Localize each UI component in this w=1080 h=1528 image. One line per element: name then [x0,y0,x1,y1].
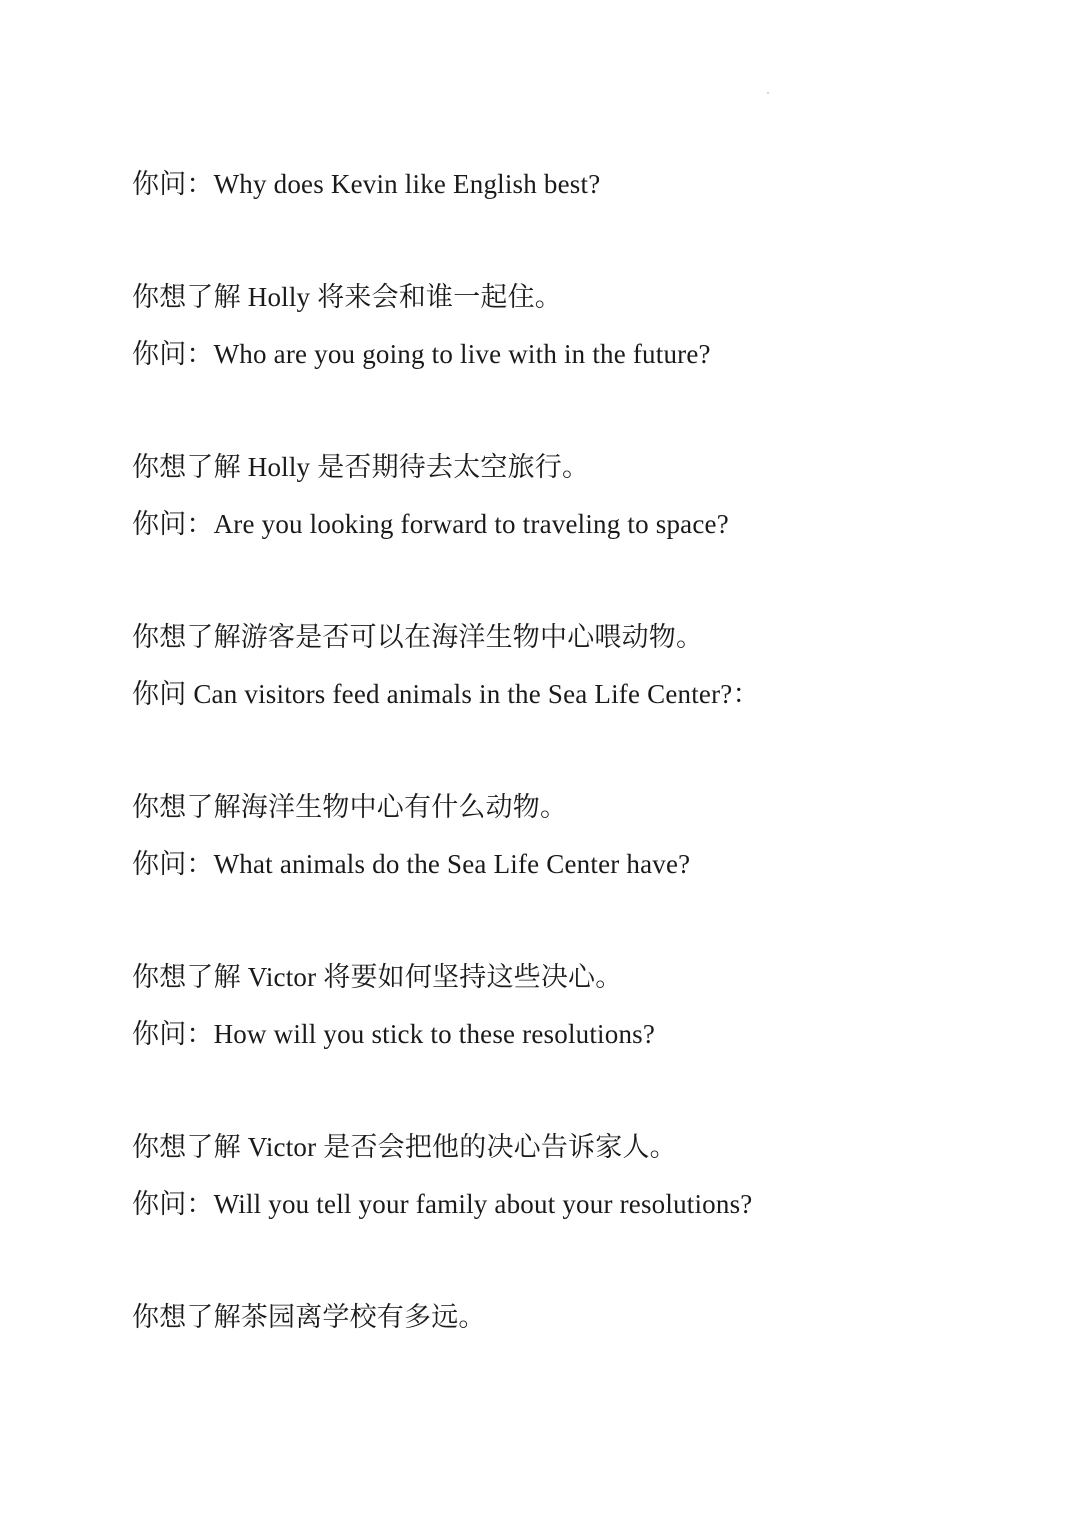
question-line: 你问：Are you looking forward to traveling to space? [132,509,729,539]
question-line: 你问：Why does Kevin like English best? [132,169,601,199]
question-line: 你问：How will you stick to these resolutions? [132,1019,656,1049]
prompt-line: 你想了解 Holly 是否期待去太空旅行。 [132,452,590,482]
question-line: 你问 Can visitors feed animals in the Sea Life Center?： [132,679,760,709]
prompt-line: 你想了解海洋生物中心有什么动物。 [132,792,568,822]
prompt-line: 你想了解 Victor 是否会把他的决心告诉家人。 [132,1132,677,1162]
question-line: 你问：Will you tell your family about your resolutions? [132,1189,753,1219]
prompt-line: 你想了解游客是否可以在海洋生物中心喂动物。 [132,622,704,652]
scan-speck [767,92,769,94]
prompt-line: 你想了解 Victor 将要如何坚持这些决心。 [132,962,623,992]
prompt-line: 你想了解茶园离学校有多远。 [132,1302,486,1332]
prompt-line: 你想了解 Holly 将来会和谁一起住。 [132,282,563,312]
question-line: 你问：Who are you going to live with in the future? [132,339,711,369]
question-line: 你问：What animals do the Sea Life Center have? [132,849,691,879]
